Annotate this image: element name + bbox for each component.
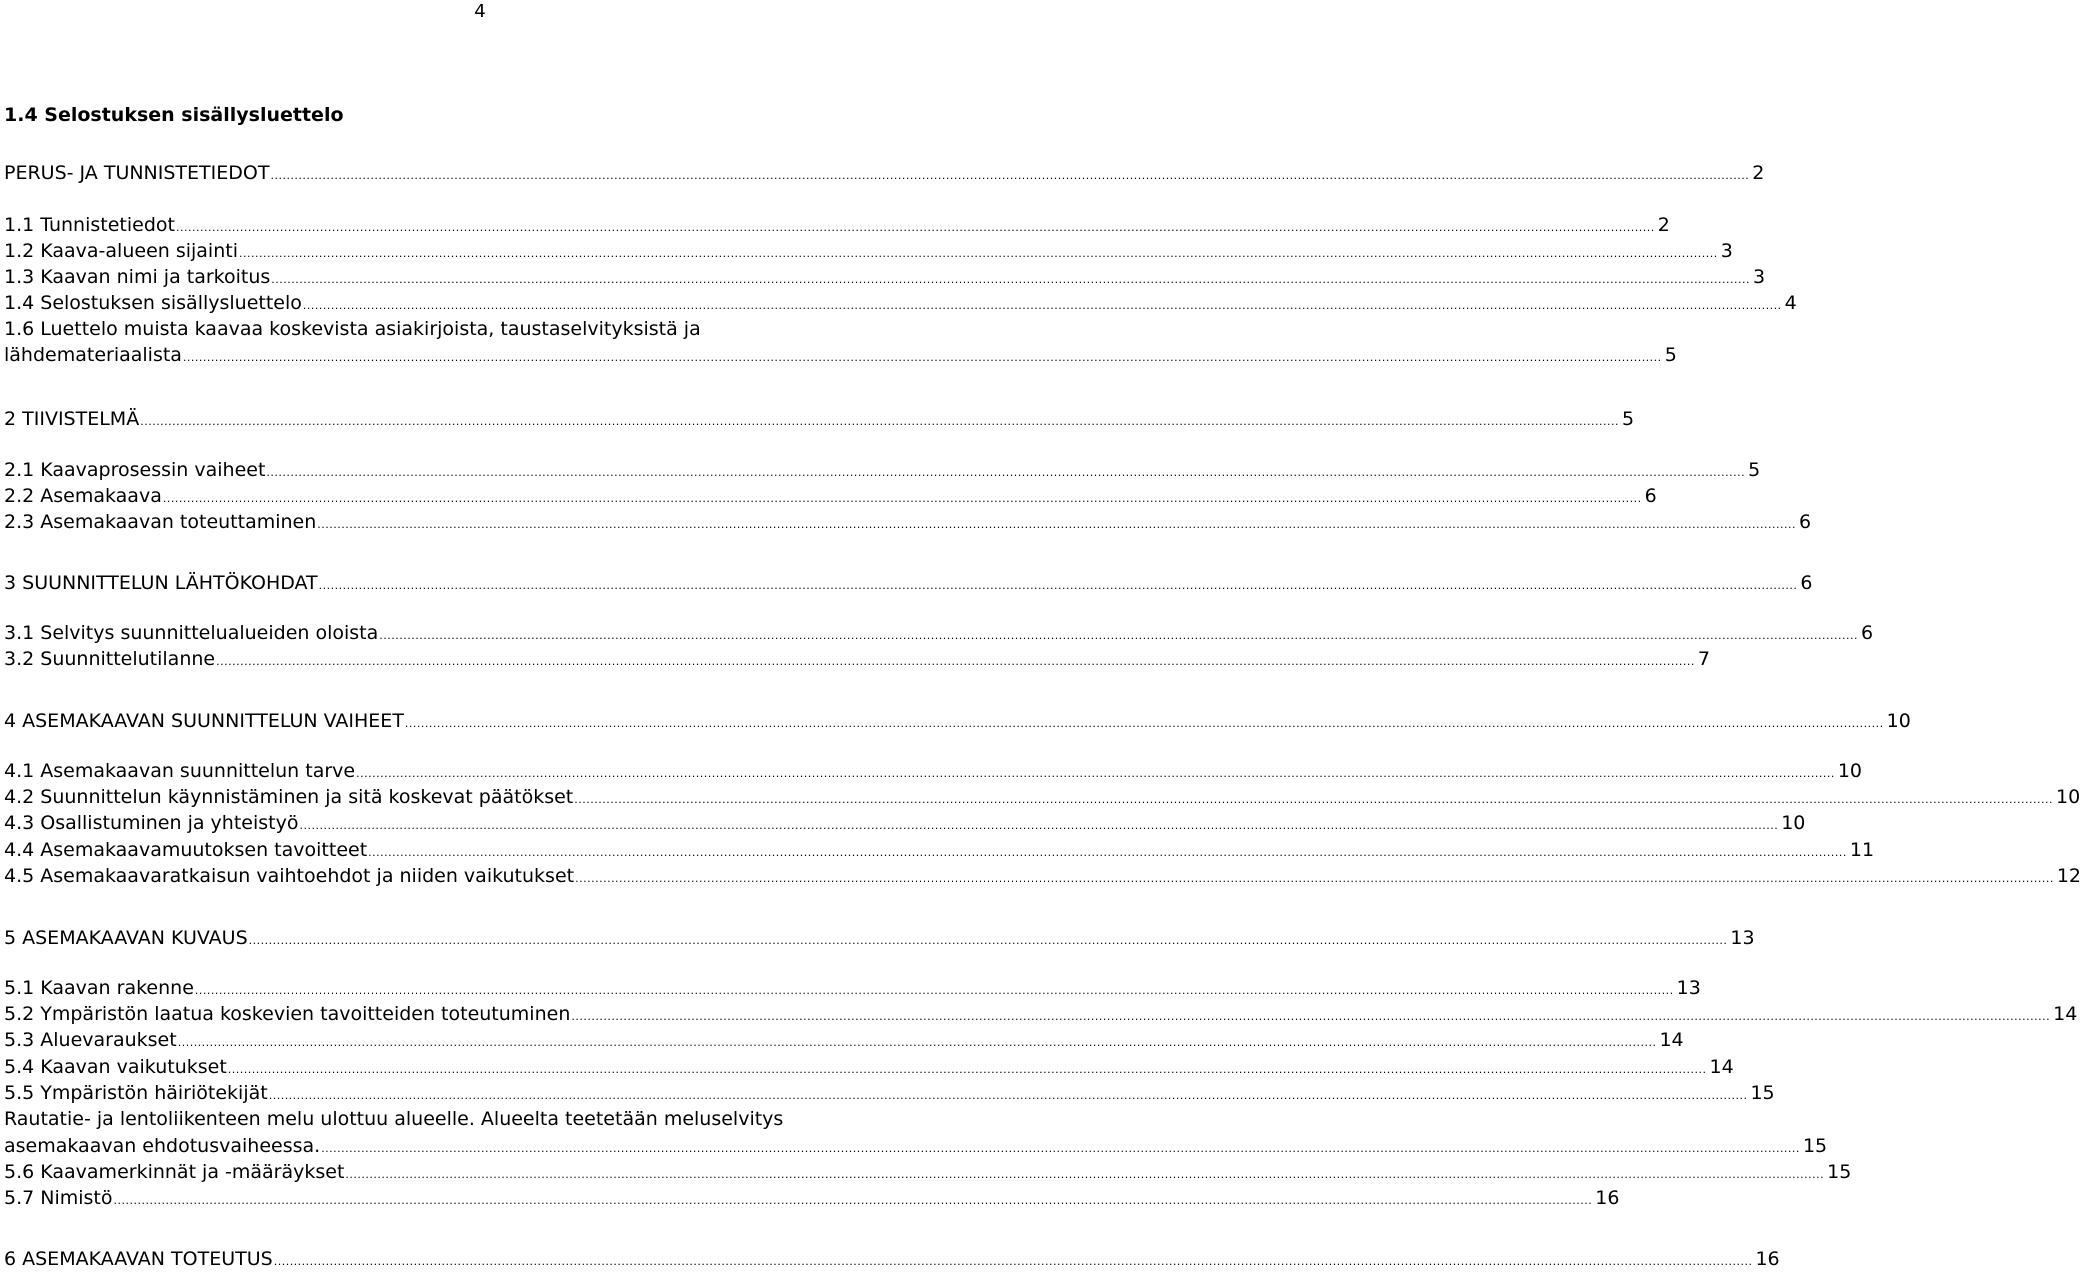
toc-page-number: 13 [1676,977,1701,999]
toc-entry-2-2[interactable] [4,483,1657,509]
toc-page-number: 2 [1752,162,1765,184]
toc-entry-3-2[interactable] [4,646,1710,672]
toc-page-number: 6 [1799,511,1812,533]
toc-entry-5-7[interactable] [4,1185,1620,1211]
leader-dots [299,813,1778,839]
leader-dots [274,1249,1753,1275]
toc-entry-1-2[interactable] [4,238,1733,264]
toc-entry-label: 5 ASEMAKAAVAN KUVAUS [4,927,248,949]
toc-page-number: 14 [1659,1029,1684,1051]
toc-entry-label: 5.6 Kaavamerkinnät ja -määräykset [4,1161,345,1183]
toc-entry-label: 3 SUUNNITTELUN LÄHTÖKOHDAT [4,572,318,594]
toc-page-number: 12 [2056,865,2081,887]
leader-dots [319,573,1798,599]
leader-dots [178,1030,1657,1056]
toc-entry-1-3[interactable] [4,264,1766,290]
toc-page-number: 3 [1720,240,1733,262]
toc-entry-label: 3.2 Suunnittelutilanne [4,648,216,670]
page-number: 4 [474,1,486,22]
toc-entry-label: 5.4 Kaavan vaikutukset [4,1056,227,1078]
toc-entry-5-1[interactable] [4,975,1701,1001]
leader-dots [183,345,1662,371]
toc-page-number: 16 [1755,1248,1780,1270]
toc-page-number: 5 [1748,459,1761,481]
toc-entry-5-2[interactable] [4,1001,2078,1027]
toc-page-number: 7 [1697,648,1710,670]
toc-page-number: 5 [1621,408,1635,430]
toc-entry-label: 1.1 Tunnistetiedot [4,214,175,236]
toc-entry-2[interactable] [4,406,1635,432]
toc-entry-4-1[interactable] [4,758,1863,784]
leader-dots [270,163,1749,189]
leader-dots [317,512,1796,538]
toc-entry-label: 1.6 Luettelo muista kaavaa koskevista asiakirjoista, taustaselvityksistä ja [4,318,701,340]
toc-entry-label: 6 ASEMAKAAVAN TOTEUTUS [4,1248,273,1270]
toc-entry-label: asemakaavan ehdotusvaiheessa. [4,1135,321,1157]
toc-entry-label: 5.1 Kaavan rakenne [4,977,194,999]
toc-entry-label: 5.5 Ympäristön häiriötekijät [4,1082,268,1104]
section-heading: 1.4 Selostuksen sisällysluettelo [4,104,344,126]
toc-entry-2-1[interactable] [4,457,1761,483]
toc-entry-3[interactable] [4,570,1813,596]
toc-page-number: 11 [1849,839,1875,861]
toc-entry-1-6-line2[interactable] [4,342,1677,368]
leader-dots [140,409,1619,435]
toc-entry-4-4[interactable] [4,837,1875,863]
toc-entry-noise-note-line2[interactable] [4,1133,1828,1159]
toc-entry-label: 2.1 Kaavaprosessin vaiheet [4,459,266,481]
toc-entry-6[interactable] [4,1246,1780,1272]
toc-entry-label: 1.2 Kaava-alueen sijainti [4,240,238,262]
toc-entry-label: 2.2 Asemakaava [4,485,162,507]
toc-entry-label: 3.1 Selvitys suunnittelualueiden oloista [4,622,379,644]
toc-entry-4-3[interactable] [4,810,1806,836]
toc-entry-2-3[interactable] [4,509,1812,535]
toc-entry-label: 4.1 Asemakaavan suunnittelun tarve [4,760,356,782]
toc-page-number: 5 [1664,344,1677,366]
toc-entry-label: 4.3 Osallistuminen ja yhteistyö [4,812,299,834]
toc-page-number: 6 [1861,622,1874,644]
toc-entry-1-4[interactable] [4,290,1797,316]
toc-page-number: 16 [1595,1187,1620,1209]
toc-entry-label: 2.3 Asemakaavan toteuttaminen [4,511,317,533]
leader-dots [405,711,1884,737]
toc-page-number: 10 [1837,760,1863,782]
toc-page-number: 3 [1753,266,1766,288]
toc-page-number: 4 [1784,292,1797,314]
leader-dots [216,649,1695,675]
toc-page-number: 6 [1644,485,1657,507]
toc-page-number: 14 [1709,1056,1734,1078]
toc-page-number: 15 [1827,1161,1852,1183]
toc-entry-5-5[interactable] [4,1080,1775,1106]
toc-entry-1-1[interactable] [4,212,1670,238]
toc-entry-label: Rautatie- ja lentoliikenteen melu ulottuu alueelle. Alueelta teetetään meluselvitys [4,1108,784,1130]
toc-entry-1-6-line1[interactable] [4,316,962,342]
toc-entry-label: lähdemateriaalista [4,344,182,366]
toc-entry-noise-note-line1[interactable] [4,1106,962,1132]
toc-entry-5-6[interactable] [4,1159,1852,1185]
toc-page-number: 10 [1781,812,1806,834]
toc-entry-4-5[interactable] [4,863,2081,889]
toc-entry-label: 1.4 Selostuksen sisällysluettelo [4,292,302,314]
toc-entry-label: 4 ASEMAKAAVAN SUUNNITTELUN VAIHEET [4,710,404,732]
leader-dots [114,1188,1593,1214]
toc-page-number: 10 [1886,710,1911,732]
toc-entry-label: 1.3 Kaavan nimi ja tarkoitus [4,266,271,288]
leader-dots [575,866,2054,892]
leader-dots [249,928,1728,954]
toc-entry-label: 4.5 Asemakaavaratkaisun vaihtoehdot ja niiden vaikutukset [4,865,575,887]
toc-entry-5[interactable] [4,925,1755,951]
toc-entry-label: PERUS- JA TUNNISTETIEDOT [4,162,270,184]
toc-page-number: 2 [1657,214,1670,236]
toc-entry-label: 5.7 Nimistö [4,1187,113,1209]
toc-page-number: 15 [1802,1135,1828,1157]
toc-entry-perus-ja-tunnistetiedot[interactable] [4,160,1765,186]
toc-page-number: 15 [1750,1082,1775,1104]
toc-entry-4-2[interactable] [4,784,2081,810]
toc-entry-5-3[interactable] [4,1027,1684,1053]
toc-entry-label: 4.2 Suunnittelun käynnistäminen ja sitä koskevat päätökset [4,786,574,808]
toc-entry-4[interactable] [4,708,1911,734]
toc-entry-label: 5.3 Aluevaraukset [4,1029,177,1051]
toc-page-number: 13 [1730,927,1755,949]
toc-entry-5-4[interactable] [4,1054,1734,1080]
toc-page-number: 14 [2053,1003,2078,1025]
toc-entry-label: 2 TIIVISTELMÄ [4,408,140,430]
toc-entry-3-1[interactable] [4,620,1874,646]
toc-page-number: 6 [1800,572,1813,594]
toc-page-number: 10 [2056,786,2081,808]
toc-entry-label: 5.2 Ympäristön laatua koskevien tavoitteiden toteutuminen [4,1003,571,1025]
toc-entry-label: 4.4 Asemakaavamuutoksen tavoitteet [4,839,368,861]
